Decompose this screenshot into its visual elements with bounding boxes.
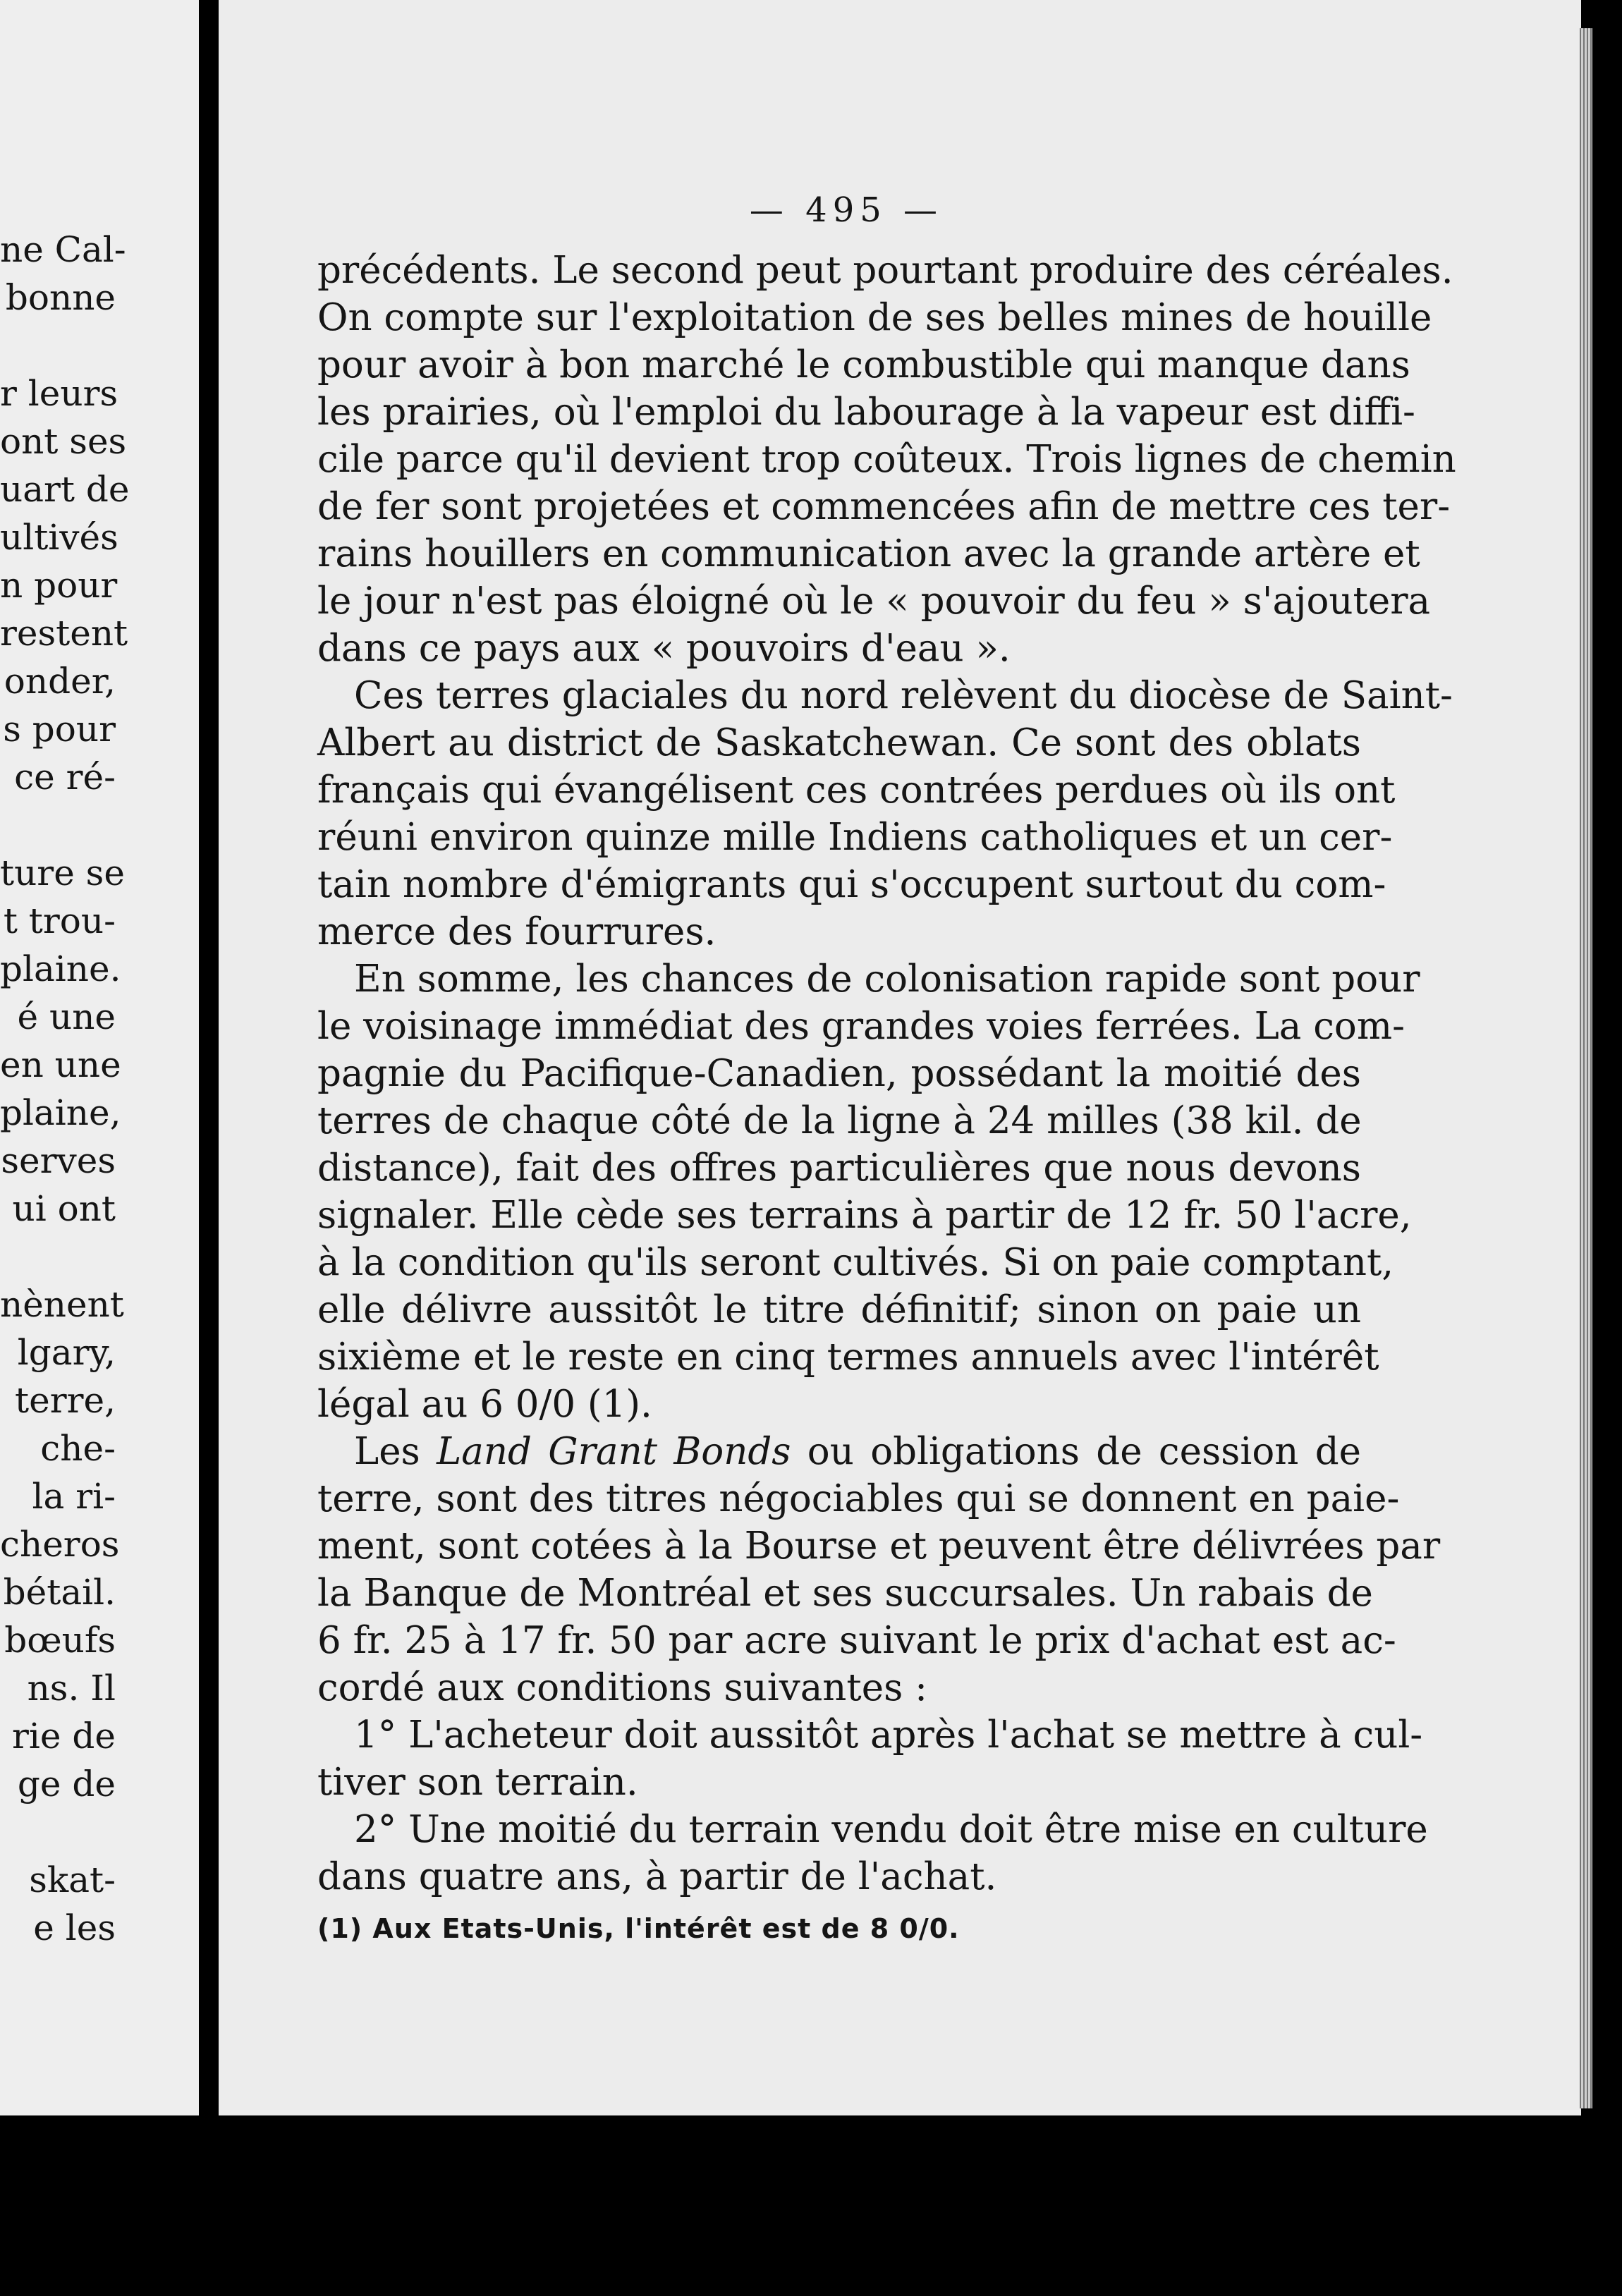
- left-page-line: nènent: [0, 1284, 124, 1325]
- left-page-line: plaine.: [0, 948, 121, 989]
- left-page-line: restent: [0, 613, 128, 654]
- left-page-line: bonne: [5, 277, 116, 318]
- left-page-line: che-: [40, 1428, 116, 1469]
- left-page-line: é une: [17, 996, 116, 1037]
- paragraph-2: [317, 672, 1453, 955]
- left-page-line: bœufs: [4, 1620, 116, 1661]
- left-page-line: serves: [1, 1140, 116, 1181]
- left-page: [0, 0, 201, 2115]
- left-page-line: skat-: [29, 1860, 116, 1900]
- text-line: sixième et le reste en cinq termes annuels avec l'intérêt: [317, 1336, 1379, 1379]
- text-line: le voisinage immédiat des grandes voies ferrées. La com-: [317, 1005, 1405, 1048]
- left-page-line: onder,: [4, 661, 116, 702]
- left-page-line: ui ont: [12, 1188, 116, 1229]
- text-line: tiver son terrain.: [317, 1761, 638, 1804]
- left-page-line: ont ses: [0, 421, 127, 462]
- text-line: merce des fourrures.: [317, 910, 717, 953]
- text-line: terre, sont des titres négociables qui se donnent en paie-: [317, 1477, 1400, 1520]
- text-line: à la condition qu'ils seront cultivés. Si on paie comptant,: [317, 1241, 1394, 1284]
- text-line: cordé aux conditions suivantes :: [317, 1666, 928, 1709]
- text-line: le jour n'est pas éloigné où le « pouvoir du feu » s'ajoutera: [317, 580, 1431, 623]
- text-line: elle délivre aussitôt le titre définitif; sinon on paie un: [317, 1288, 1361, 1331]
- text-line: pagnie du Pacifique-Canadien, possédant la moitié des: [317, 1052, 1361, 1095]
- left-page-line: en une: [0, 1044, 121, 1085]
- left-page-line: terre,: [15, 1380, 116, 1421]
- text-line: légal au 6 0/0 (1).: [317, 1383, 652, 1426]
- left-page-line: rie de: [12, 1716, 116, 1757]
- left-page-line: r leurs: [0, 373, 118, 414]
- paragraph-6: [317, 1806, 1428, 1900]
- text-line: Ces terres glaciales du nord relèvent du diocèse de Saint-: [354, 674, 1453, 717]
- left-page-line: ne Cal-: [0, 229, 126, 270]
- paragraph-4: [317, 1428, 1441, 1711]
- text-line: les prairies, où l'emploi du labourage à la vapeur est diffi-: [317, 391, 1415, 434]
- footnote: (1) Aux Etats-Unis, l'intérêt est de 8 0/0.: [317, 1913, 960, 1944]
- text-line: 1° L'acheteur doit aussitôt après l'achat se mettre à cul-: [354, 1714, 1423, 1757]
- left-page-line: [0, 322, 199, 370]
- text-line: On compte sur l'exploitation de ses belles mines de houille: [317, 296, 1432, 339]
- text-line: ment, sont cotées à la Bourse et peuvent être délivrées par: [317, 1525, 1441, 1568]
- left-page-line: n pour: [0, 565, 118, 606]
- left-page-line: ultivés: [0, 517, 118, 558]
- text-line: Albert au district de Saskatchewan. Ce sont des oblats: [317, 721, 1361, 764]
- left-page-line: ce ré-: [14, 757, 116, 798]
- text-line: Les Land Grant Bonds ou obligations de cession de: [354, 1430, 1361, 1473]
- page-number: — 495 —: [749, 190, 944, 230]
- text-line: de fer sont projetées et commencées afin de mettre ces ter-: [317, 485, 1451, 528]
- left-page-line: bétail.: [3, 1572, 116, 1613]
- book-gutter: [199, 0, 219, 2296]
- text-line: terres de chaque côté de la ligne à 24 milles (38 kil. de: [317, 1099, 1362, 1142]
- left-page-line: ture se: [0, 853, 125, 893]
- text-line: distance), fait des offres particulières que nous devons: [317, 1147, 1361, 1190]
- left-page-line: t trou-: [3, 900, 116, 941]
- text-line: dans ce pays aux « pouvoirs d'eau ».: [317, 627, 1011, 670]
- left-page-text: [0, 226, 199, 1952]
- left-page-line: e les: [33, 1907, 116, 1948]
- paragraph-1: [317, 247, 1456, 672]
- left-page-line: s pour: [3, 709, 116, 750]
- text-line: 2° Une moitié du terrain vendu doit être mise en culture: [354, 1808, 1428, 1851]
- left-page-line: cheros: [0, 1524, 120, 1565]
- text-line: précédents. Le second peut pourtant produire des céréales.: [317, 249, 1453, 292]
- text-line: cile parce qu'il devient trop coûteux. Trois lignes de chemin: [317, 438, 1456, 481]
- paragraph-5: [317, 1711, 1423, 1806]
- left-page-line: [0, 1233, 199, 1281]
- text-line: signaler. Elle cède ses terrains à partir de 12 fr. 50 l'acre,: [317, 1194, 1412, 1237]
- left-page-line: [0, 1808, 199, 1856]
- left-page-line: uart de: [0, 469, 130, 510]
- paragraph-3: [317, 955, 1420, 1428]
- left-page-line: [0, 801, 199, 849]
- page-edge: [1580, 28, 1592, 2108]
- left-page-line: lgary,: [17, 1332, 116, 1373]
- left-page-line: la ri-: [32, 1476, 116, 1517]
- left-page-line: ge de: [17, 1764, 116, 1805]
- text-line: tain nombre d'émigrants qui s'occupent surtout du com-: [317, 863, 1386, 906]
- text-line: pour avoir à bon marché le combustible qui manque dans: [317, 343, 1410, 386]
- text-line: dans quatre ans, à partir de l'achat.: [317, 1855, 997, 1898]
- land-grant-bonds-term: Land Grant Bonds: [437, 1430, 791, 1473]
- left-page-line: plaine,: [0, 1092, 121, 1133]
- left-page-line: ns. Il: [27, 1668, 116, 1709]
- text-line: réuni environ quinze mille Indiens catholiques et un cer-: [317, 816, 1393, 859]
- text-line: rains houillers en communication avec la grande artère et: [317, 532, 1420, 575]
- text-line: la Banque de Montréal et ses succursales. Un rabais de: [317, 1572, 1373, 1615]
- text-line: 6 fr. 25 à 17 fr. 50 par acre suivant le prix d'achat est ac-: [317, 1619, 1396, 1662]
- body-text: [317, 247, 1456, 1950]
- text-line: français qui évangélisent ces contrées perdues où ils ont: [317, 769, 1396, 812]
- text-line: En somme, les chances de colonisation rapide sont pour: [354, 958, 1420, 1001]
- scan-border: [0, 2115, 1622, 2296]
